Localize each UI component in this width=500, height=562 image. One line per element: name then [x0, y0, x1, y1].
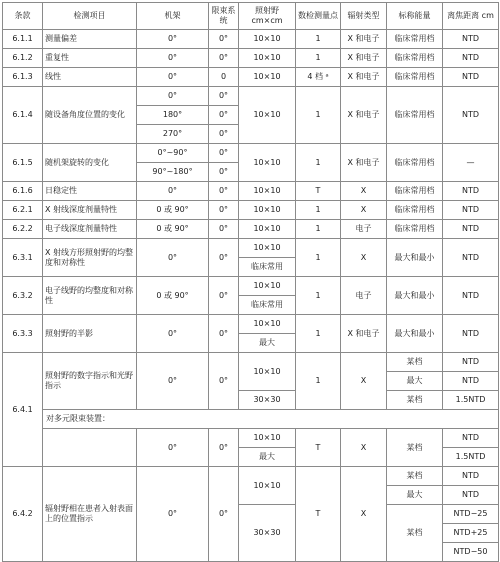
radiation-cell: 电子 [341, 277, 387, 315]
tolerance-cell: NTD [443, 429, 499, 448]
collimator-cell: 0° [209, 277, 239, 315]
standard-cell: 临床常用档 [387, 182, 443, 201]
collimator-cell: 0° [209, 49, 239, 68]
item-cell: 随机架旋转的变化 [43, 144, 137, 182]
standard-cell: 某档 [387, 391, 443, 410]
standard-cell: 最大 [387, 372, 443, 391]
clause-cell: 6.1.6 [3, 182, 43, 201]
gantry-cell: 0° [137, 353, 209, 410]
clause-cell: 6.1.5 [3, 144, 43, 182]
count-cell: 1 [296, 144, 341, 182]
field-cell: 10×10 [239, 315, 296, 334]
tolerance-cell: 1.5NTD [443, 391, 499, 410]
collimator-cell: 0° [209, 315, 239, 353]
item-cell: 日稳定性 [43, 182, 137, 201]
count-cell: 1 [296, 353, 341, 410]
collimator-cell: 0 [209, 68, 239, 87]
collimator-cell: 0° [209, 87, 239, 106]
field-cell: 临床常用 [239, 258, 296, 277]
count-cell: T [296, 467, 341, 562]
radiation-cell: X [341, 353, 387, 410]
header-row [3, 3, 499, 30]
gantry-cell: 0 或 90° [137, 220, 209, 239]
clause-cell: 6.2.2 [3, 220, 43, 239]
radiation-cell: X 和电子 [341, 49, 387, 68]
standard-cell: 某档 [387, 467, 443, 486]
field-cell: 最大 [239, 334, 296, 353]
gantry-cell: 0° [137, 182, 209, 201]
count-cell: 1 [296, 87, 341, 144]
clause-cell: 6.4.1 [3, 353, 43, 467]
radiation-cell: X [341, 239, 387, 277]
field-cell: 最大 [239, 448, 296, 467]
tolerance-cell: NTD [443, 68, 499, 87]
gantry-cell: 180° [137, 106, 209, 125]
gantry-cell: 90°~180° [137, 163, 209, 182]
gantry-cell: 0° [137, 429, 209, 467]
collimator-cell: 0° [209, 220, 239, 239]
collimator-cell: 0° [209, 125, 239, 144]
gantry-cell: 0 或 90° [137, 201, 209, 220]
item-cell: 电子线深度剂量特性 [43, 220, 137, 239]
item-cell: 辐射野相在患者入射表面上的位置指示 [43, 467, 137, 562]
count-cell: 1 [296, 277, 341, 315]
note-row-text: 对多元限束装置： [43, 410, 499, 429]
collimator-cell: 0° [209, 106, 239, 125]
tolerance-cell: NTD [443, 277, 499, 315]
field-cell: 10×10 [239, 277, 296, 296]
item-cell [43, 429, 137, 467]
tolerance-cell: NTD+25 [443, 524, 499, 543]
field-cell: 10×10 [239, 220, 296, 239]
gantry-cell: 0° [137, 467, 209, 562]
gantry-cell: 0°~90° [137, 144, 209, 163]
item-cell: 照射野的数字指示和光野指示 [43, 353, 137, 410]
tolerance-cell: NTD [443, 49, 499, 68]
radiation-cell: X [341, 429, 387, 467]
header-field: 照射野 cm×cm [239, 3, 296, 30]
header-count: 数检测量点 [296, 3, 341, 30]
field-cell: 10×10 [239, 68, 296, 87]
header-collimator: 限束系统 [209, 3, 239, 30]
item-cell: 线性 [43, 68, 137, 87]
collimator-cell: 0° [209, 30, 239, 49]
header-tolerance: 离焦距离 cm [443, 3, 499, 30]
table-row [3, 49, 499, 68]
table-row [3, 315, 499, 334]
standard-cell: 某档 [387, 429, 443, 467]
radiation-cell: X 和电子 [341, 144, 387, 182]
field-cell: 10×10 [239, 353, 296, 391]
tolerance-cell: NTD [443, 315, 499, 353]
table-row [3, 353, 499, 372]
radiation-cell: X [341, 182, 387, 201]
tolerance-cell: NTD [443, 87, 499, 144]
standard-cell: 最大和最小 [387, 277, 443, 315]
collimator-cell: 0° [209, 163, 239, 182]
clause-cell: 6.3.1 [3, 239, 43, 277]
table-row [3, 410, 499, 429]
gantry-cell: 0° [137, 315, 209, 353]
field-cell: 30×30 [239, 505, 296, 562]
field-cell: 临床常用 [239, 296, 296, 315]
radiation-cell: 电子 [341, 220, 387, 239]
item-cell: 照射野的半影 [43, 315, 137, 353]
collimator-cell: 0° [209, 201, 239, 220]
collimator-cell: 0° [209, 182, 239, 201]
item-cell: 重复性 [43, 49, 137, 68]
gantry-cell: 0° [137, 239, 209, 277]
table-row [3, 429, 499, 448]
clause-cell: 6.1.3 [3, 68, 43, 87]
item-cell: X 射线方形照射野的均整度和对称性 [43, 239, 137, 277]
gantry-cell: 0° [137, 87, 209, 106]
radiation-cell: X 和电子 [341, 315, 387, 353]
field-cell: 10×10 [239, 49, 296, 68]
tolerance-cell: 1.5NTD [443, 448, 499, 467]
clause-cell: 6.1.1 [3, 30, 43, 49]
tolerance-cell: NTD [443, 467, 499, 486]
tolerance-cell: NTD [443, 486, 499, 505]
table-row [3, 277, 499, 296]
field-cell: 10×10 [239, 467, 296, 505]
field-cell: 10×10 [239, 239, 296, 258]
table-row [3, 220, 499, 239]
test-items-table [2, 2, 499, 562]
table-row [3, 68, 499, 87]
gantry-cell: 270° [137, 125, 209, 144]
item-cell: X 射线深度剂量特性 [43, 201, 137, 220]
tolerance-cell: — [443, 144, 499, 182]
tolerance-cell: NTD−25 [443, 505, 499, 524]
tolerance-cell: NTD [443, 201, 499, 220]
collimator-cell: 0° [209, 239, 239, 277]
radiation-cell: X [341, 201, 387, 220]
clause-cell: 6.2.1 [3, 201, 43, 220]
standard-cell: 临床常用档 [387, 68, 443, 87]
field-cell: 10×10 [239, 144, 296, 182]
gantry-cell: 0° [137, 68, 209, 87]
standard-cell: 临床常用档 [387, 144, 443, 182]
table-row [3, 30, 499, 49]
count-cell: 1 [296, 49, 341, 68]
tolerance-cell: NTD [443, 372, 499, 391]
standard-cell: 最大 [387, 486, 443, 505]
gantry-cell: 0° [137, 49, 209, 68]
item-cell: 电子线野的均整度和对称性 [43, 277, 137, 315]
radiation-cell: X 和电子 [341, 30, 387, 49]
header-gantry: 机架 [137, 3, 209, 30]
gantry-cell: 0 或 90° [137, 277, 209, 315]
field-cell: 30×30 [239, 391, 296, 410]
field-cell: 10×10 [239, 30, 296, 49]
tolerance-cell: NTD−50 [443, 543, 499, 562]
collimator-cell: 0° [209, 144, 239, 163]
count-cell: 1 [296, 30, 341, 49]
standard-cell: 临床常用档 [387, 201, 443, 220]
count-cell: 1 [296, 315, 341, 353]
field-cell: 10×10 [239, 182, 296, 201]
table-row [3, 201, 499, 220]
tolerance-cell: NTD [443, 182, 499, 201]
item-cell: 测量偏差 [43, 30, 137, 49]
count-cell: 1 [296, 201, 341, 220]
table-row [3, 87, 499, 106]
collimator-cell: 0° [209, 429, 239, 467]
count-cell: T [296, 182, 341, 201]
table-row [3, 467, 499, 486]
standard-cell: 最大和最小 [387, 239, 443, 277]
radiation-cell: X [341, 467, 387, 562]
clause-cell: 6.3.3 [3, 315, 43, 353]
standard-cell: 最大和最小 [387, 315, 443, 353]
standard-cell: 某档 [387, 505, 443, 562]
header-item: 检测项目 [43, 3, 137, 30]
standard-cell: 某档 [387, 353, 443, 372]
count-cell: 1 [296, 239, 341, 277]
collimator-cell: 0° [209, 353, 239, 410]
radiation-cell: X 和电子 [341, 87, 387, 144]
header-radiation: 辐射类型 [341, 3, 387, 30]
field-cell: 10×10 [239, 87, 296, 144]
field-cell: 10×10 [239, 429, 296, 448]
standard-cell: 临床常用档 [387, 49, 443, 68]
gantry-cell: 0° [137, 30, 209, 49]
count-cell: 4 档 ᵃ [296, 68, 341, 87]
table-row [3, 239, 499, 258]
table-row [3, 182, 499, 201]
tolerance-cell: NTD [443, 220, 499, 239]
clause-cell: 6.1.2 [3, 49, 43, 68]
table-row [3, 144, 499, 163]
clause-cell: 6.4.2 [3, 467, 43, 562]
tolerance-cell: NTD [443, 239, 499, 277]
tolerance-cell: NTD [443, 30, 499, 49]
field-cell: 10×10 [239, 201, 296, 220]
count-cell: 1 [296, 220, 341, 239]
collimator-cell: 0° [209, 467, 239, 562]
standard-cell: 临床常用档 [387, 220, 443, 239]
header-clause: 条款 [3, 3, 43, 30]
header-standard: 标称能量 [387, 3, 443, 30]
standard-cell: 临床常用档 [387, 30, 443, 49]
tolerance-cell: NTD [443, 353, 499, 372]
radiation-cell: X 和电子 [341, 68, 387, 87]
standard-cell: 临床常用档 [387, 87, 443, 144]
count-cell: T [296, 429, 341, 467]
clause-cell: 6.3.2 [3, 277, 43, 315]
clause-cell: 6.1.4 [3, 87, 43, 144]
item-cell: 随设备角度位置的变化 [43, 87, 137, 144]
